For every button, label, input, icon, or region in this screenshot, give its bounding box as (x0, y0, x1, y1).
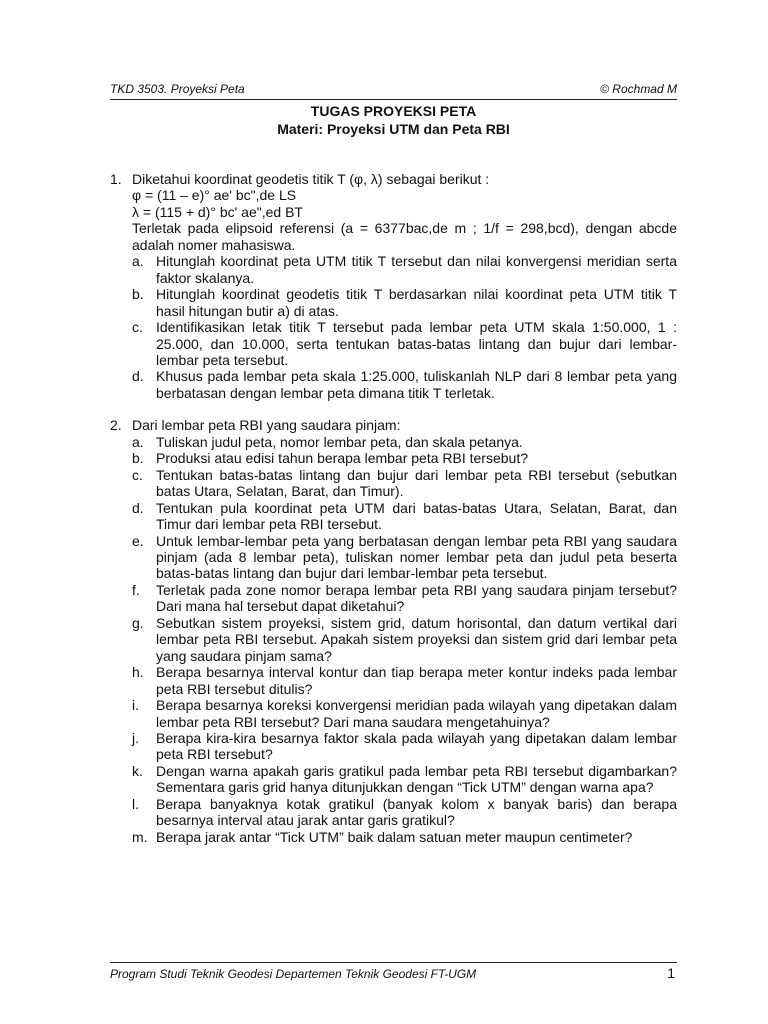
document-subtitle: Materi: Proyeksi UTM dan Peta RBI (277, 121, 510, 137)
sub-question (132, 730, 677, 763)
sub-question-label: j. (132, 729, 139, 746)
sub-question (132, 615, 677, 664)
sub-question-text: Berapa besarnya koreksi konvergensi meridian pada wilayah yang dipetakan dalam lembar peta RBI tersebut? Dari mana saudara mengetahuinya? (156, 697, 677, 730)
document-body (110, 171, 677, 845)
sub-question (132, 829, 677, 845)
sub-question (132, 286, 677, 319)
sub-question-label: d. (132, 368, 144, 385)
longitude-formula: λ = (115 + d)° bc' ae",ed BT (132, 203, 303, 220)
question-paragraph: Terletak pada elipsoid referensi (a = 6377bac,de m ; 1/f = 298,bcd), dengan abcde adalah nomer mahasiswa. (132, 220, 677, 253)
sub-question-text: Tentukan pula koordinat peta UTM dari batas-batas Utara, Selatan, Barat, dan Timur dari lembar peta RBI tersebut. (156, 499, 677, 533)
sub-question-list (132, 253, 677, 401)
latitude-formula: φ = (11 – e)° ae' bc",de LS (132, 187, 297, 204)
sub-question-text: Identifikasikan letak titik T tersebut pada lembar peta UTM skala 1:50.000, 1 : 25.000, dan 10.000, serta tentukan batas-batas lintang dan bujur dari lembar-lembar peta tersebut. (156, 319, 677, 368)
sub-question-text: Berapa besarnya interval kontur dan tiap berapa meter kontur indeks pada lembar peta RBI tersebut ditulis? (156, 664, 677, 697)
sub-question-text: Produksi atau edisi tahun berapa lembar peta RBI tersebut? (156, 450, 529, 467)
sub-question (132, 697, 677, 730)
sub-question-text: Sebutkan sistem proyeksi, sistem grid, datum horisontal, dan datum vertikal dari lembar peta RBI tersebut. Apakah sistem proyeksi dan sistem grid dari lembar peta yang saudara pinjam sama? (156, 614, 677, 664)
course-code: TKD 3503. Proyeksi Peta (110, 82, 245, 96)
question-line: Dari lembar peta RBI yang saudara pinjam: (132, 417, 401, 434)
sub-question-label: c. (132, 319, 143, 336)
question-1 (110, 171, 677, 401)
sub-question (132, 434, 677, 450)
sub-question-label: a. (132, 253, 144, 270)
author: © Rochmad M (600, 82, 677, 96)
sub-question (132, 500, 677, 533)
sub-question-text: Berapa kira-kira besarnya faktor skala pada wilayah yang dipetakan dalam lembar peta RBI tersebut? (156, 729, 677, 763)
question-2 (110, 417, 677, 845)
document-title: TUGAS PROYEKSI PETA (310, 103, 477, 119)
sub-question (132, 664, 677, 697)
sub-question-list (132, 434, 677, 845)
sub-question-text: Tuliskan judul peta, nomor lembar peta, dan skala petanya. (156, 433, 523, 450)
sub-question (132, 450, 677, 466)
sub-question-text: Tentukan batas-batas lintang dan bujur dari lembar peta RBI tersebut (sebutkan batas Utara, Selatan, Barat, dan Timur). (156, 466, 677, 500)
question-line: Diketahui koordinat geodetis titik T (φ, λ) sebagai berikut : (132, 171, 490, 187)
sub-question-text: Berapa banyaknya kotak gratikul (banyak kolom x banyak baris) dan berapa besarnya interval atau jarak antar garis gratikul? (156, 795, 677, 829)
sub-question-text: Dengan warna apakah garis gratikul pada lembar peta RBI tersebut digambarkan? Sementara garis grid hanya ditunjukkan dengan “Tick UTM” dengan warna apa? (156, 762, 677, 796)
sub-question-label: c. (132, 466, 143, 483)
sub-question (132, 796, 677, 829)
sub-question-text: Hitunglah koordinat peta UTM titik T tersebut dan nilai konvergensi meridian serta faktor skalanya. (156, 253, 677, 286)
sub-question (132, 533, 677, 582)
page-header (110, 82, 677, 100)
sub-question (132, 368, 677, 401)
sub-question-label: b. (132, 286, 144, 303)
sub-question (132, 467, 677, 500)
page-number: 1 (667, 965, 675, 981)
sub-question-text: Hitunglah koordinat geodetis titik T berdasarkan nilai koordinat peta UTM titik T hasil hitungan butir a) di atas. (156, 286, 677, 319)
sub-question-label: a. (132, 433, 144, 450)
sub-question-label: d. (132, 499, 144, 516)
sub-question-label: b. (132, 450, 144, 467)
sub-question (132, 763, 677, 796)
sub-question-label: l. (132, 795, 139, 812)
sub-question (132, 582, 677, 615)
sub-question-text: Khusus pada lembar peta skala 1:25.000, tuliskanlah NLP dari 8 lembar peta yang berbatasan dengan lembar peta dimana titik T terletak. (156, 368, 677, 401)
sub-question-label: g. (132, 614, 144, 631)
sub-question-label: i. (132, 697, 139, 714)
sub-question-label: f. (132, 581, 140, 598)
sub-question-label: k. (132, 762, 143, 779)
page-footer (110, 962, 677, 983)
sub-question-text: Untuk lembar-lembar peta yang berbatasan dengan lembar peta RBI yang saudara pinjam (ada 8 lembar peta), tuliskan nomer lembar peta dan judul peta beserta batas-batas lintang dan bujur dari lembar-lembar peta tersebut. (156, 532, 677, 582)
sub-question-label: e. (132, 532, 144, 549)
sub-question-text: Terletak pada zone nomor berapa lembar peta RBI yang saudara pinjam tersebut? Dari mana hal tersebut dapat diketahui? (156, 581, 677, 615)
institution: Program Studi Teknik Geodesi Departemen Teknik Geodesi FT-UGM (110, 967, 477, 981)
question-number: 1. (110, 171, 122, 187)
sub-question-text: Berapa jarak antar “Tick UTM” baik dalam satuan meter maupun centimeter? (156, 828, 633, 845)
sub-question (132, 319, 677, 368)
question-number: 2. (110, 417, 122, 434)
sub-question-label: m. (132, 828, 148, 845)
sub-question (132, 253, 677, 286)
sub-question-label: h. (132, 664, 144, 681)
